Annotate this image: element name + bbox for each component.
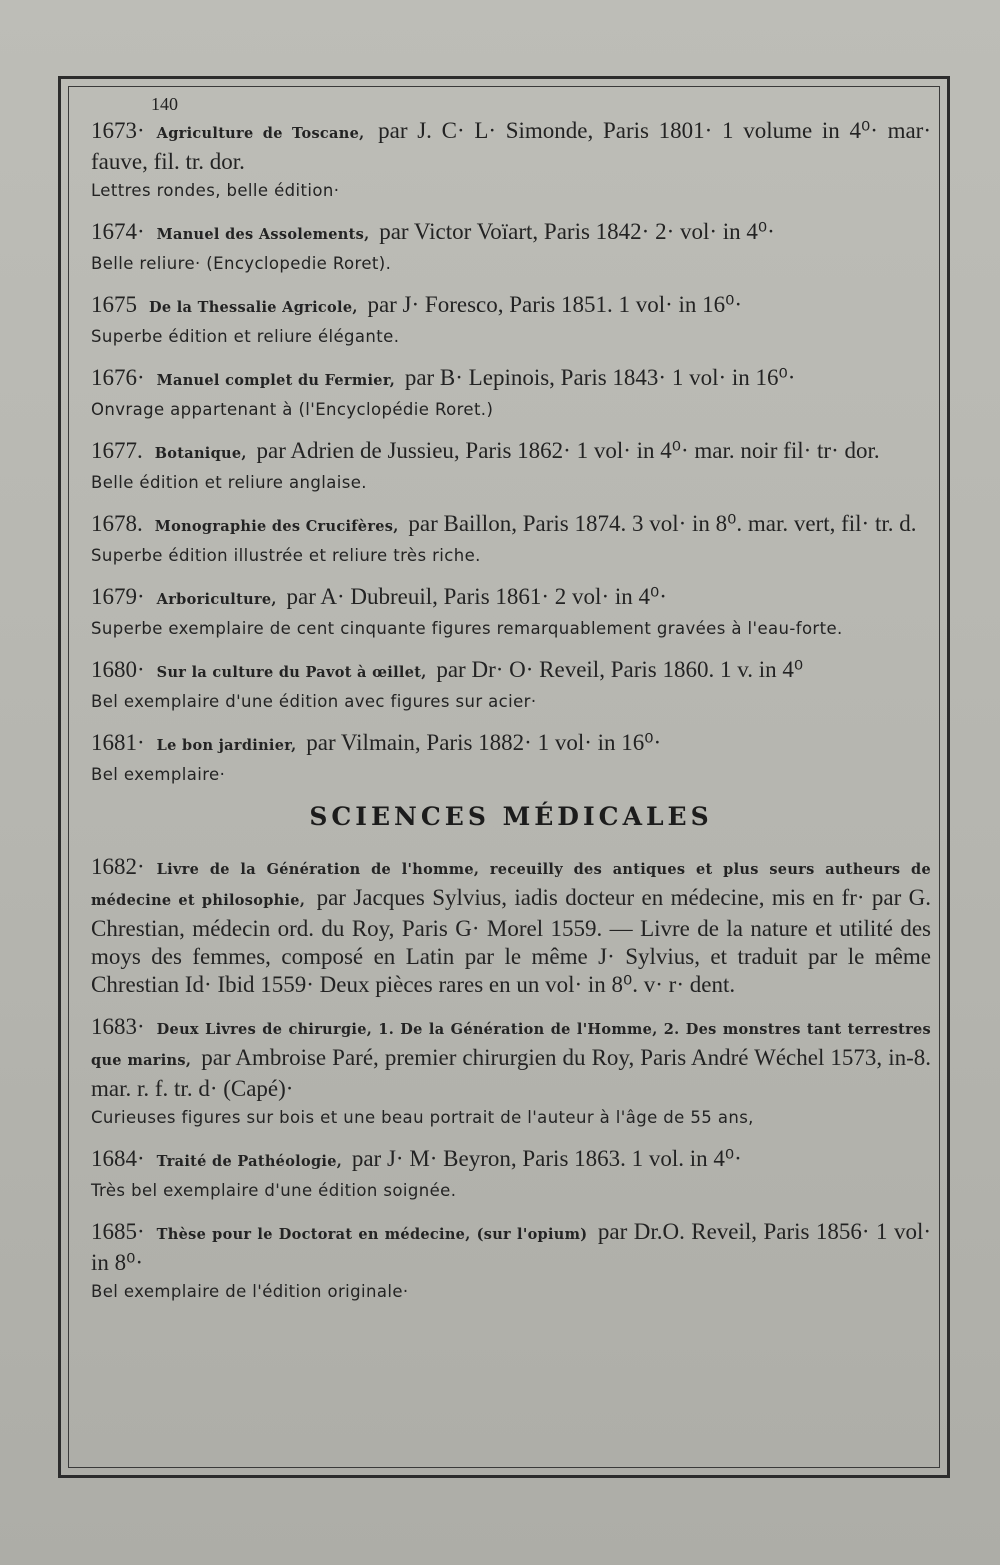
entry-note: Belle reliure· (Encyclopedie Roret).	[91, 254, 392, 273]
entry-note: Superbe exemplaire de cent cinquante figures remarquablement gravées à l'eau-forte.	[91, 619, 843, 638]
catalog-entry	[91, 437, 931, 496]
entry-note: Belle édition et reliure anglaise.	[91, 473, 367, 492]
entry-note: Onvrage appartenant à (l'Encyclopédie Roret.)	[91, 400, 494, 419]
entry-note: Superbe édition et reliure élégante.	[91, 327, 400, 346]
catalog-entry	[91, 510, 931, 569]
entry-main-text	[91, 583, 931, 614]
entry-title: De la Thessalie Agricole,	[149, 299, 358, 316]
entry-details: par J· Foresco, Paris 1851. 1 vol· in 16⁰·	[367, 292, 743, 317]
entry-number: 1673·	[91, 118, 145, 143]
entry-details: par B· Lepinois, Paris 1843· 1 vol· in 16⁰·	[404, 365, 796, 390]
catalog-content	[91, 91, 931, 1319]
entry-title: Traité de Pathéologie,	[156, 1153, 343, 1170]
entry-number: 1676·	[91, 365, 145, 390]
agriculture-entries	[91, 117, 931, 788]
entry-number: 1678.	[91, 511, 143, 536]
entry-number: 1677.	[91, 438, 143, 463]
catalog-entry	[91, 583, 931, 642]
entry-title: Deux Livres de chirurgie, 1. De la Génération de l'Homme, 2. Des monstres tant terrestres que marins,	[91, 1021, 931, 1069]
catalog-entry	[91, 656, 931, 715]
entry-details: par Adrien de Jussieu, Paris 1862· 1 vol· in 4⁰· mar. noir fil· tr· dor.	[256, 438, 880, 463]
entry-note: Bel exemplaire d'une édition avec figures sur acier·	[91, 692, 537, 711]
catalog-entry	[91, 729, 931, 788]
entry-number: 1682·	[91, 854, 145, 879]
entry-details: par J· M· Beyron, Paris 1863. 1 vol. in 4⁰·	[351, 1146, 742, 1171]
entry-note: Lettres rondes, belle édition·	[91, 181, 340, 200]
entry-note: Très bel exemplaire d'une édition soignée.	[91, 1181, 457, 1200]
entry-main-text	[91, 853, 931, 999]
entry-title: Manuel des Assolements,	[156, 226, 370, 243]
section-heading: SCIENCES MÉDICALES	[309, 802, 713, 831]
entry-number: 1685·	[91, 1219, 145, 1244]
entry-details: par Victor Voïart, Paris 1842· 2· vol· in 4⁰·	[379, 219, 775, 244]
catalog-entry	[91, 1218, 931, 1305]
catalog-entry	[91, 117, 931, 204]
entry-main-text	[91, 729, 931, 760]
entry-note: Bel exemplaire de l'édition originale·	[91, 1282, 409, 1301]
catalog-entry	[91, 364, 931, 423]
entry-title: Monographie des Crucifères,	[154, 518, 399, 535]
catalog-entry	[91, 218, 931, 277]
catalog-entry	[91, 853, 931, 999]
entry-details: par Dr.O. Reveil, Paris 1856· 1 vol· in 8⁰·	[91, 1219, 932, 1275]
entry-note: Bel exemplaire·	[91, 765, 226, 784]
entry-main-text	[91, 510, 931, 541]
catalog-entry	[91, 1013, 931, 1131]
page-frame	[58, 76, 950, 1478]
entry-number: 1684·	[91, 1146, 145, 1171]
entry-number: 1675	[91, 292, 137, 317]
entry-details: par Jacques Sylvius, iadis docteur en médecine, mis en fr· par G. Chrestian, médecin ord. du Roy, Paris G· Morel 1559. — Livre de la nature et utilité des moys des femmes, composé en Latin par le même J· Sylvius, et traduit par le même Chrestian Id· Ibid 1559· Deux pièces rares en un vol· in 8⁰. v· r· dent.	[91, 885, 932, 997]
entry-number: 1674·	[91, 219, 145, 244]
entry-title: Agriculture de Toscane,	[156, 125, 365, 142]
entry-main-text	[91, 364, 931, 395]
entry-note: Curieuses figures sur bois et une beau portrait de l'auteur à l'âge de 55 ans,	[91, 1108, 754, 1127]
entry-main-text	[91, 437, 931, 468]
entry-title: Arboriculture,	[156, 591, 277, 608]
entry-details: par Ambroise Paré, premier chirurgien du Roy, Paris André Wéchel 1573, in-8. mar. r. f. tr. d· (Capé)·	[91, 1045, 931, 1101]
entry-details: par Dr· O· Reveil, Paris 1860. 1 v. in 4⁰	[436, 657, 804, 682]
entry-main-text	[91, 1145, 931, 1176]
entry-number: 1683·	[91, 1014, 145, 1039]
entry-title: Thèse pour le Doctorat en médecine, (sur l'opium)	[156, 1226, 588, 1243]
entry-number: 1679·	[91, 584, 145, 609]
entry-note: Superbe édition illustrée et reliure très riche.	[91, 546, 481, 565]
entry-title: Le bon jardinier,	[156, 737, 297, 754]
medical-entries	[91, 853, 931, 1305]
entry-main-text	[91, 656, 931, 687]
entry-number: 1681·	[91, 730, 145, 755]
entry-main-text	[91, 1218, 931, 1277]
entry-main-text	[91, 1013, 931, 1103]
catalog-entry	[91, 1145, 931, 1204]
entry-title: Livre de la Génération de l'homme, receuilly des antiques et plus seurs autheurs de médecine et philosophie,	[91, 861, 931, 909]
page-number: 140	[151, 94, 178, 114]
catalog-entry	[91, 291, 931, 350]
entry-details: par J. C· L· Simonde, Paris 1801· 1 volume in 4⁰· mar· fauve, fil. tr. dor.	[91, 118, 931, 174]
entry-main-text	[91, 291, 931, 322]
entry-title: Manuel complet du Fermier,	[156, 372, 396, 389]
entry-details: par A· Dubreuil, Paris 1861· 2 vol· in 4⁰·	[286, 584, 667, 609]
entry-details: par Vilmain, Paris 1882· 1 vol· in 16⁰·	[306, 730, 662, 755]
entry-main-text	[91, 218, 931, 249]
entry-main-text	[91, 117, 931, 176]
entry-details: par Baillon, Paris 1874. 3 vol· in 8⁰. mar. vert, fil· tr. d.	[408, 511, 917, 536]
entry-number: 1680·	[91, 657, 145, 682]
entry-title: Botanique,	[154, 445, 247, 462]
entry-title: Sur la culture du Pavot à œillet,	[156, 664, 427, 681]
